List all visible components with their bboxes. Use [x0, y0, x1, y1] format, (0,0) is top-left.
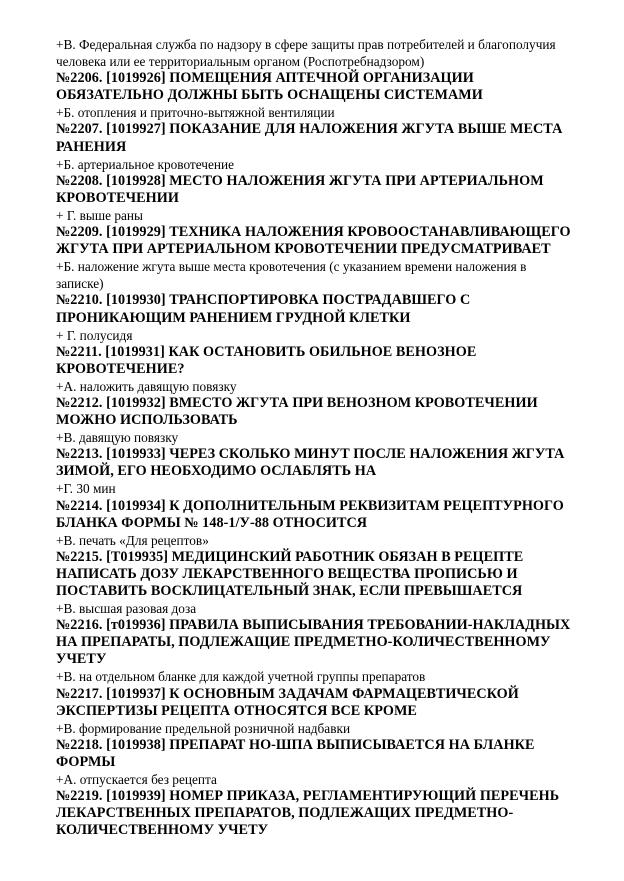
answer-text: +В. формирование предельной розничной надбавки	[56, 720, 351, 736]
answer-text: +В. печать «Для рецептов»	[56, 532, 209, 548]
question-text: №2212. [1019932] ВМЕСТО ЖГУТА ПРИ ВЕНОЗНОМ КРОВОТЕЧЕНИИ МОЖНО ИСПОЛЬЗОВАТЬ	[56, 394, 538, 429]
document-page	[56, 36, 576, 839]
question-text: №2210. [1019930] ТРАНСПОРТИРОВКА ПОСТРАДАВШЕГО С ПРОНИКАЮЩИМ РАНЕНИЕМ ГРУДНОЙ КЛЕТКИ	[56, 292, 471, 326]
question-text: №2213. [1019933] ЧЕРЕЗ СКОЛЬКО МИНУТ ПОСЛЕ НАЛОЖЕНИЯ ЖГУТА ЗИМОЙ, ЕГО НЕОБХОДИМО ОСЛАБЛЯТЬ НА	[56, 446, 565, 480]
answer-text: + Г. полусидя	[56, 327, 133, 343]
answer-text: + Г. выше раны	[56, 207, 143, 223]
question-text: №2215. [Т019935] МЕДИЦИНСКИЙ РАБОТНИК ОБЯЗАН В РЕЦЕПТЕ НАПИСАТЬ ДОЗУ ЛЕКАРСТВЕННОГО ВЕЩЕСТВА ПРОПИСЬЮ И ПОСТАВИТЬ ВОСКЛИЦАТЕЛЬНЫЙ ЗНАК, ЕСЛИ ПРЕВЫШАЕТСЯ	[56, 548, 524, 599]
question-text: №2211. [1019931] КАК ОСТАНОВИТЬ ОБИЛЬНОЕ ВЕНОЗНОЕ КРОВОТЕЧЕНИЕ?	[56, 343, 477, 377]
question-text: №2216. [т019936] ПРАВИЛА ВЫПИСЫВАНИЯ ТРЕБОВАНИИ-НАКЛАДНЫХ НА ПРЕПАРАТЫ, ПОДЛЕЖАЩИЕ ПРЕДМЕТНО-КОЛИЧЕСТВЕННОМУ УЧЕТУ	[56, 617, 571, 668]
question-text: №2207. [1019927] ПОКАЗАНИЕ ДЛЯ НАЛОЖЕНИЯ ЖГУТА ВЫШЕ МЕСТА РАНЕНИЯ	[56, 121, 563, 155]
question-text: №2217. [1019937] К ОСНОВНЫМ ЗАДАЧАМ ФАРМАЦЕВТИЧЕСКОЙ ЭКСПЕРТИЗЫ РЕЦЕПТА ОТНОСЯТСЯ ВСЕ КРОМЕ	[56, 685, 519, 719]
answer-text: +Б. артериальное кровотечение	[56, 156, 235, 172]
answer-text: +Г. 30 мин	[56, 481, 116, 497]
question-text: №2209. [1019929] ТЕХНИКА НАЛОЖЕНИЯ КРОВООСТАНАВЛИВАЮЩЕГО ЖГУТА ПРИ АРТЕРИАЛЬНОМ КРОВОТЕЧЕНИИ ПРЕДУСМАТРИВАЕТ	[56, 224, 571, 258]
answer-text: +В. высшая разовая доза	[56, 601, 197, 617]
question-text: №2214. [1019934] К ДОПОЛНИТЕЛЬНЫМ РЕКВИЗИТАМ РЕЦЕПТУРНОГО БЛАНКА ФОРМЫ № 148-1/У-88 ОТНОСИТСЯ	[56, 497, 564, 531]
question-text: №2206. [1019926] ПОМЕЩЕНИЯ АПТЕЧНОЙ ОРГАНИЗАЦИИ ОБЯЗАТЕЛЬНО ДОЛЖНЫ БЫТЬ ОСНАЩЕНЫ СИСТЕМАМИ	[56, 70, 483, 104]
answer-text: +В. Федеральная служба по надзору в сфере защиты прав потребителей и благополучия человека или ее территориальным органом (Роспотребнадзором)	[56, 37, 556, 70]
answer-text: +А. наложить давящую повязку	[56, 378, 237, 394]
question-text: №2208. [1019928] МЕСТО НАЛОЖЕНИЯ ЖГУТА ПРИ АРТЕРИАЛЬНОМ КРОВОТЕЧЕНИИ	[56, 172, 544, 206]
answer-text: +Б. отопления и приточно-вытяжной вентиляции	[56, 105, 335, 121]
answer-text: +А. отпускается без рецепта	[56, 772, 217, 788]
question-text: №2219. [1019939] НОМЕР ПРИКАЗА, РЕГЛАМЕНТИРУЮЩИЙ ПЕРЕЧЕНЬ ЛЕКАРСТВЕННЫХ ПРЕПАРАТОВ, ПОДЛЕЖАЩИХ ПРЕДМЕТНО-КОЛИЧЕСТВЕННОМУ УЧЕТУ	[56, 788, 560, 839]
answer-text: +В. на отдельном бланке для каждой учетной группы препаратов	[56, 669, 426, 685]
question-text: №2218. [1019938] ПРЕПАРАТ НО-ШПА ВЫПИСЫВАЕТСЯ НА БЛАНКЕ ФОРМЫ	[56, 736, 535, 770]
answer-text: +Б. наложение жгута выше места кровотечения (с указанием времени наложения в записке)	[56, 259, 527, 292]
answer-text: +В. давящую повязку	[56, 430, 179, 446]
